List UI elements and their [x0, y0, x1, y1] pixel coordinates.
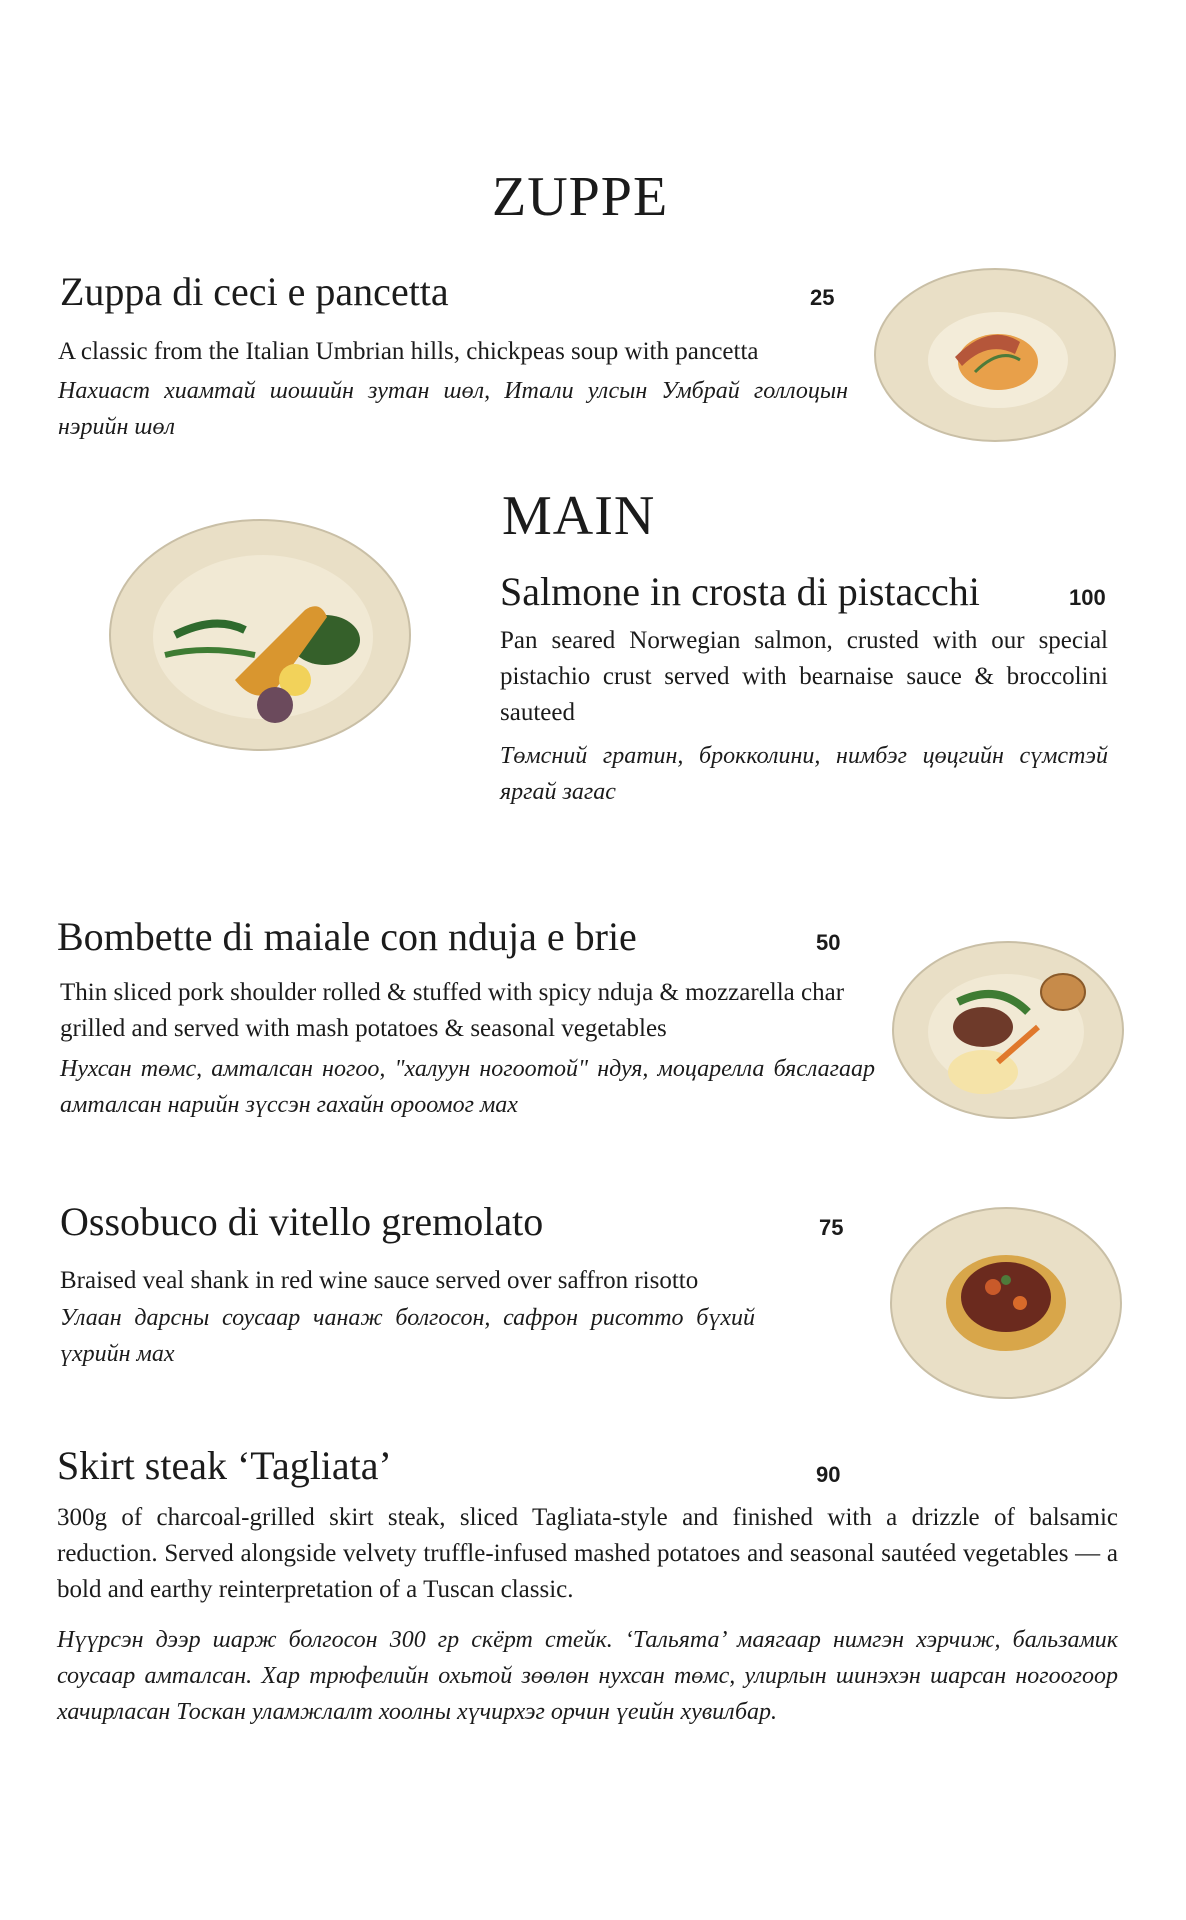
dish-price-ossobuco: 75	[819, 1215, 844, 1240]
dish-name-zuppa: Zuppa di ceci e pancetta	[60, 269, 449, 314]
dish-description-bombette: Thin sliced pork shoulder rolled & stuffed with spicy nduja & mozzarella char grilled and served with mash potatoes & seasonal vegetables	[60, 979, 845, 1042]
dish-name-bombette: Bombette di maiale con nduja e brie	[57, 914, 637, 959]
dish-price-skirt-steak: 90	[816, 1462, 841, 1487]
dish-price-bombette: 50	[816, 930, 841, 955]
section-title-zuppe: ZUPPE	[492, 166, 669, 228]
dish-description-mn-zuppa: Нахиаст хиамтай шошийн зутан шөл, Итали улсын Умбрай голлоцын нэрийн шөл	[58, 378, 848, 440]
dish-description-mn-skirt-steak: Нүүрсэн дээр шарж болгосон 300 гр скёрт стейк. ‘Тальята’ маягаар нимгэн хэрчиж, бальзамик соусаар амталсан. Хар трюфелийн охьтой зөөлөн нухсан төмс, улирлын шинэхэн шарсан ногоогоор хачирласан Тоскан уламжлалт хоолны хүчирхэг орчин үеийн хувилбар.	[57, 1627, 1118, 1725]
dish-description-mn-bombette: Нухсан төмс, амталсан ногоо, "халуун ногоотой" ндуя, моцарелла бяслагаар амталсан нарийн зүссэн гахайн ороомог мах	[60, 1056, 875, 1118]
section-title-main: MAIN	[502, 485, 656, 547]
dish-name-ossobuco: Ossobuco di vitello gremolato	[60, 1199, 544, 1244]
bombette-plate-illustration	[888, 932, 1128, 1127]
dish-description-ossobuco: Braised veal shank in red wine sauce served over saffron risotto	[60, 1267, 699, 1294]
dish-price-salmone: 100	[1069, 585, 1106, 610]
zuppa-plate-illustration	[870, 262, 1120, 447]
dish-price-zuppa: 25	[810, 285, 835, 310]
salmone-plate-illustration	[105, 505, 415, 755]
dish-name-salmone: Salmone in crosta di pistacchi	[500, 569, 980, 614]
dish-description-skirt-steak: 300g of charcoal-grilled skirt steak, sliced Tagliata-style and finished with a drizzle of balsamic reduction. Served alongside velvety truffle-infused mashed potatoes and seasonal sautéed vegetables — a bold and earthy reinterpretation of a Tuscan classic.	[57, 1504, 1118, 1603]
dish-description-zuppa: A classic from the Italian Umbrian hills, chickpeas soup with pancetta	[58, 338, 759, 365]
dish-description-salmone: Pan seared Norwegian salmon, crusted with our special pistachio crust served with bearnaise sauce & broccolini sauteed	[500, 627, 1108, 726]
dish-name-skirt-steak: Skirt steak ‘Tagliata’	[57, 1443, 392, 1488]
dish-description-mn-ossobuco: Улаан дарсны соусаар чанаж болгосон, сафрон рисотто бүхий үхрийн мах	[60, 1305, 755, 1367]
ossobuco-plate-illustration	[888, 1185, 1128, 1405]
dish-description-mn-salmone: Төмсний гратин, брокколини, нимбэг цөцгийн сүмстэй яргай загас	[500, 743, 1108, 805]
